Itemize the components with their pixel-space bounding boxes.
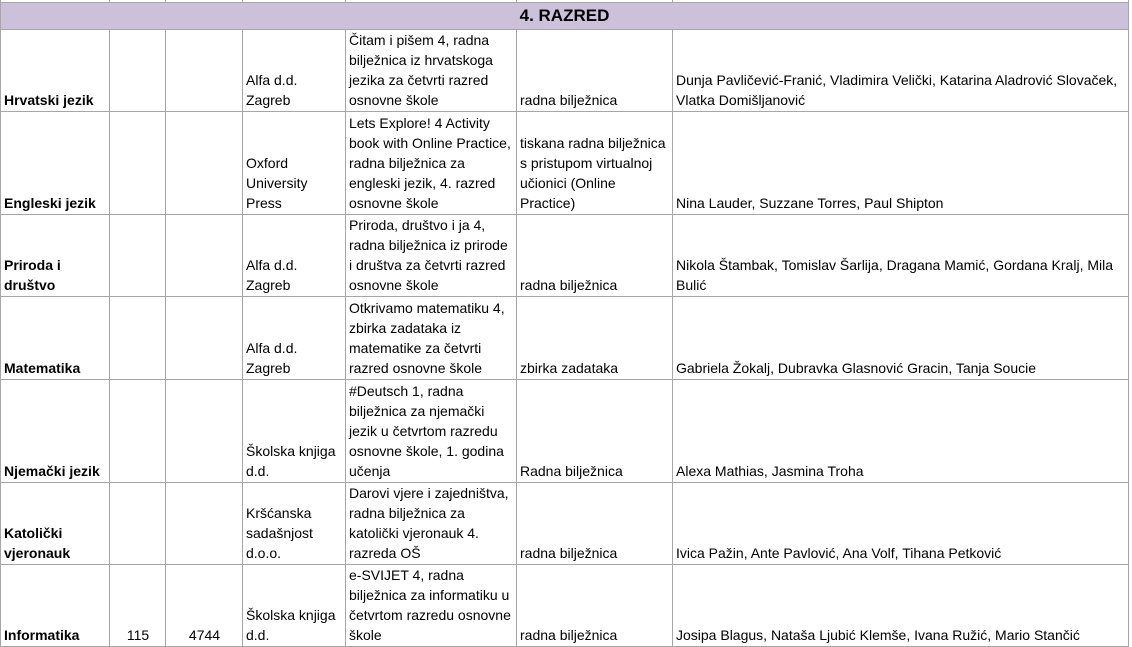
code2-cell[interactable] bbox=[166, 30, 243, 112]
code1-cell[interactable] bbox=[110, 380, 166, 483]
code1-cell[interactable] bbox=[110, 297, 166, 380]
code2-cell[interactable] bbox=[166, 215, 243, 297]
publisher-cell[interactable]: Oxford University Press bbox=[243, 112, 346, 215]
table-row bbox=[1, 215, 1129, 297]
authors-cell[interactable]: Nina Lauder, Suzzane Torres, Paul Shipton bbox=[673, 112, 1129, 215]
title-cell[interactable]: Lets Explore! 4 Activity book with Online Practice, radna bilježnica za engleski jezik, 4. razred osnovne škole bbox=[346, 112, 517, 215]
title-cell[interactable]: Darovi vjere i zajedništva, radna bilježnica za katolički vjeronauk 4. razreda OŠ bbox=[346, 483, 517, 565]
table-row bbox=[1, 483, 1129, 565]
code1-cell[interactable] bbox=[110, 483, 166, 565]
subject-cell[interactable]: Matematika bbox=[1, 297, 110, 380]
subject-cell[interactable]: Hrvatski jezik bbox=[1, 30, 110, 112]
title-cell[interactable]: Čitam i pišem 4, radna bilježnica iz hrvatskoga jezika za četvrti razred osnovne škole bbox=[346, 30, 517, 112]
grade-title[interactable]: 4. RAZRED bbox=[1, 3, 1129, 30]
code2-cell[interactable]: 4744 bbox=[166, 565, 243, 647]
authors-cell[interactable]: Alexa Mathias, Jasmina Troha bbox=[673, 380, 1129, 483]
title-cell[interactable]: Priroda, društvo i ja 4, radna bilježnica iz prirode i društva za četvrti razred osnovne škole bbox=[346, 215, 517, 297]
code1-cell[interactable]: 115 bbox=[110, 565, 166, 647]
table-row bbox=[1, 380, 1129, 483]
publisher-cell[interactable]: Školska knjiga d.d. bbox=[243, 380, 346, 483]
table-row bbox=[1, 297, 1129, 380]
authors-cell[interactable]: Josipa Blagus, Nataša Ljubić Klemše, Ivana Ružić, Mario Stančić bbox=[673, 565, 1129, 647]
title-cell[interactable]: #Deutsch 1, radna bilježnica za njemački jezik u četvrtom razredu osnovne škole, 1. godina učenja bbox=[346, 380, 517, 483]
type-cell[interactable]: zbirka zadataka bbox=[517, 297, 673, 380]
subject-cell[interactable]: Priroda i društvo bbox=[1, 215, 110, 297]
table-row bbox=[1, 30, 1129, 112]
authors-cell[interactable]: Ivica Pažin, Ante Pavlović, Ana Volf, Tihana Petković bbox=[673, 483, 1129, 565]
code2-cell[interactable] bbox=[166, 380, 243, 483]
title-cell[interactable]: Otkrivamo matematiku 4, zbirka zadataka iz matematike za četvrti razred osnovne škole bbox=[346, 297, 517, 380]
publisher-cell[interactable]: Alfa d.d. Zagreb bbox=[243, 297, 346, 380]
publisher-cell[interactable]: Alfa d.d. Zagreb bbox=[243, 30, 346, 112]
code2-cell[interactable] bbox=[166, 297, 243, 380]
header-row bbox=[1, 3, 1129, 30]
type-cell[interactable]: Radna bilježnica bbox=[517, 380, 673, 483]
code1-cell[interactable] bbox=[110, 30, 166, 112]
title-cell[interactable]: e-SVIJET 4, radna bilježnica za informatiku u četvrtom razredu osnovne škole bbox=[346, 565, 517, 647]
publisher-cell[interactable]: Kršćanska sadašnjost d.o.o. bbox=[243, 483, 346, 565]
publisher-cell[interactable]: Alfa d.d. Zagreb bbox=[243, 215, 346, 297]
subject-cell[interactable]: Njemački jezik bbox=[1, 380, 110, 483]
subject-cell[interactable]: Engleski jezik bbox=[1, 112, 110, 215]
authors-cell[interactable]: Dunja Pavličević-Franić, Vladimira Velički, Katarina Aladrović Slovaček, Vlatka Domišljanović bbox=[673, 30, 1129, 112]
subject-cell[interactable]: Informatika bbox=[1, 565, 110, 647]
code1-cell[interactable] bbox=[110, 112, 166, 215]
type-cell[interactable]: radna bilježnica bbox=[517, 565, 673, 647]
table-row bbox=[1, 112, 1129, 215]
publisher-cell[interactable]: Školska knjiga d.d. bbox=[243, 565, 346, 647]
table-row bbox=[1, 565, 1129, 647]
subject-cell[interactable]: Katolički vjeronauk bbox=[1, 483, 110, 565]
authors-cell[interactable]: Gabriela Žokalj, Dubravka Glasnović Gracin, Tanja Soucie bbox=[673, 297, 1129, 380]
code2-cell[interactable] bbox=[166, 483, 243, 565]
type-cell[interactable]: tiskana radna bilježnica s pristupom virtualnoj učionici (Online Practice) bbox=[517, 112, 673, 215]
code2-cell[interactable] bbox=[166, 112, 243, 215]
type-cell[interactable]: radna bilježnica bbox=[517, 30, 673, 112]
type-cell[interactable]: radna bilježnica bbox=[517, 483, 673, 565]
type-cell[interactable]: radna bilježnica bbox=[517, 215, 673, 297]
code1-cell[interactable] bbox=[110, 215, 166, 297]
authors-cell[interactable]: Nikola Štambak, Tomislav Šarlija, Dragana Mamić, Gordana Kralj, Mila Bulić bbox=[673, 215, 1129, 297]
